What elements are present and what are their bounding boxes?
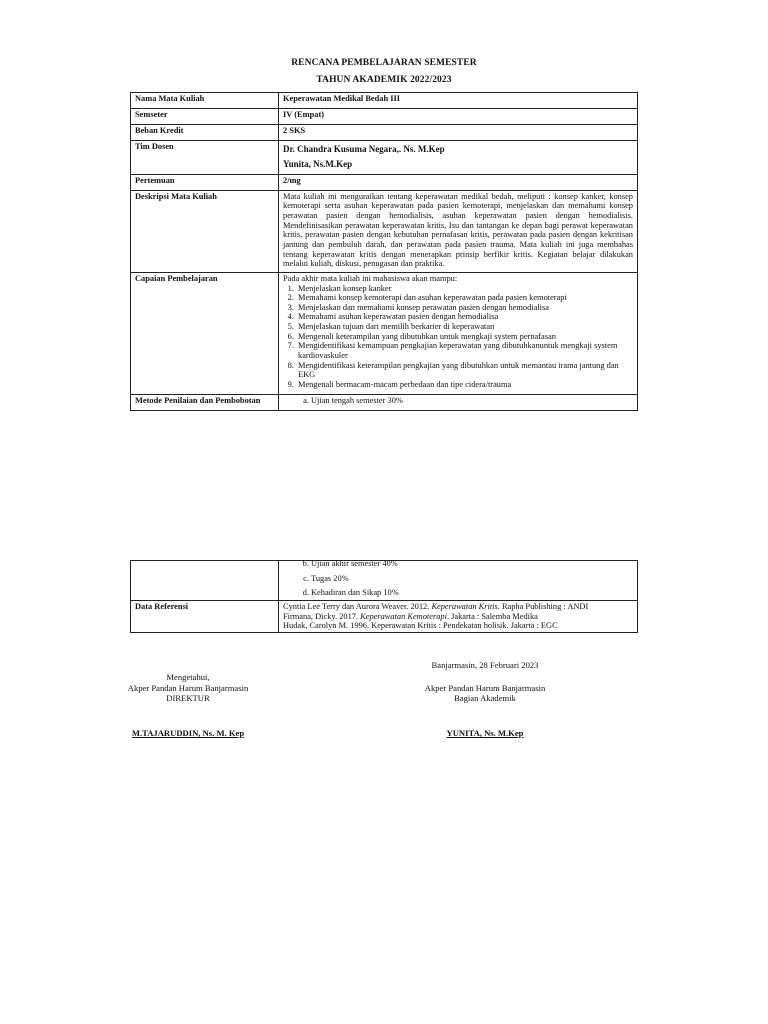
course-name: Keperawatan Medikal Bedah III <box>279 93 638 109</box>
row-label: Deskripsi Mata Kuliah <box>131 190 279 272</box>
outcomes-intro: Pada akhir mata kuliah ini mahasiswa akan mampu: <box>283 273 458 283</box>
list-item: 8. Mengidentifikasi keterampilan pengkajian yang dibutuhkan untuk memantau irama jantung dan EKG <box>296 361 633 380</box>
list-item: 3. Menjelaskan dan memahami konsep perawatan pasien dengan hemodialisa <box>296 303 633 313</box>
course-description: Mata kuliah ini menguraikan tentang keperawatan medikal bedah, meliputi : konsep kanker, konsep kemoterapi serta asuhan keperawatan pada pasien kemoterapi, menjelaskan dan memahami konsep perawatan pasien dengan hemodialisis, asuhan keperawatan pasien dengan hemodialisis. Mendefinisasikan perawatan keperawatan kritis, Isu dan tantangan ke depan bagi perawat keperawatan kritis, perawatan pasien dengan kebutuhan pernafasan kritis, perawatan pada pasien dengan kekritisan jantung dan pembuluh darah, dan perawatan pada pasien trauma. Mata kuliah ini juga membahas tentang keperawatan kritis dengan menerapkan prinsip berfikir kritis. Kegiatan belajar dilakukan melalui kuliah, diskusi, penugasan dan praktika. <box>279 190 638 272</box>
signatory-name: YUNITA, Ns. M.Kep <box>446 728 524 739</box>
position-title: Bagian Akademik <box>454 693 516 704</box>
list-item: 2. Memahami konsep kemoterapi dan asuhan keperawatan pada pasien kemoterapi <box>296 293 633 303</box>
list-item: 1. Menjelaskan konsep kanker <box>296 284 633 294</box>
table-row <box>131 561 638 601</box>
document-subtitle: TAHUN AKADEMIK 2022/2023 <box>316 75 452 85</box>
assessment-methods-continued <box>279 561 638 601</box>
row-label: Tim Dosen <box>131 141 279 175</box>
table-row <box>131 600 638 632</box>
signatory-name: M.TAJARUDDIN, Ns. M. Kep <box>131 728 245 739</box>
list-item: c. Tugas 20% <box>311 574 633 584</box>
table-row <box>131 394 638 410</box>
table-row <box>131 141 638 175</box>
row-label: Data Referensi <box>131 600 279 632</box>
list-item: d. Kehadiran dan Sikap 10% <box>311 588 633 598</box>
institution-name: Akper Pandan Harum Banjarmasin <box>424 682 546 693</box>
signature-block-right <box>385 660 585 739</box>
references <box>279 600 638 632</box>
reference-3: Hudak, Carolyn M. 1996. Keperawatan Kritis : Pendekatan holisik. Jakarta : EGC <box>283 621 558 631</box>
assessment-methods <box>279 394 638 410</box>
row-label: Metode Penilaian dan Pembobotan <box>131 394 279 410</box>
outcomes-list <box>283 284 633 390</box>
list-item: 5. Menjelaskan tujuan dari memilih berkarier di keperawatan <box>296 322 633 332</box>
signature-block-left <box>88 672 288 739</box>
assessment-list <box>283 559 633 598</box>
row-label: Capaian Pembelajaran <box>131 272 279 394</box>
assessment-list <box>283 396 633 406</box>
rps-table-continued <box>130 560 638 633</box>
reference-1: Cyntia Lee Terry dan Aurora Weaver. 2012. Keperawatan Kritis. Rapha Publishing : ANDI <box>283 601 589 611</box>
reference-2: Firmana, Dicky. 2017. Keperawatan Kemoterapi. Jakarta : Salemba Medika <box>283 611 538 621</box>
lecturer-2: Yunita, Ns.M.Kep <box>283 159 353 170</box>
row-label: Semseter <box>131 109 279 125</box>
row-label-empty <box>131 561 279 601</box>
row-label: Beban Kredit <box>131 125 279 141</box>
list-item: 9. Mengenali bermacam-macam perbedaan dan tipe cidera/trauma <box>296 380 633 390</box>
rps-table <box>130 92 638 411</box>
semester-value: IV (Empat) <box>279 109 638 125</box>
credit-value: 2 SKS <box>279 125 638 141</box>
document-title: RENCANA PEMBELAJARAN SEMESTER <box>291 58 477 68</box>
acknowledged-label: Mengetahui, <box>166 672 210 682</box>
table-row <box>131 174 638 190</box>
lecturer-1: Dr. Chandra Kusuma Negara,. Ns. M.Kep <box>283 144 445 154</box>
lecturer-team <box>279 141 638 175</box>
place-date: Banjarmasin, 28 Februari 2023 <box>431 660 539 670</box>
meeting-value: 2/mg <box>279 174 638 190</box>
table-row <box>131 109 638 125</box>
table-row <box>131 93 638 109</box>
list-item: b. Ujian akhir semester 40% <box>311 559 633 569</box>
list-item: 6. Mengenali keterampilan yang dibutuhkan untuk mengkaji system pernafasan <box>296 332 633 342</box>
table-row <box>131 190 638 272</box>
list-item: 4. Memahami asuhan keperawatan pasien dengan hemodialisa <box>296 312 633 322</box>
institution-name: Akper Pandan Harum Banjarmasin <box>127 682 249 693</box>
row-label: Nama Mata Kuliah <box>131 93 279 109</box>
position-title: DIREKTUR <box>166 693 210 704</box>
list-item: 7. Mengidentifikasi kemampuan pengkajian keperawatan yang dibutuhkanuntuk mengkaji system kardiovaskuler <box>296 341 633 360</box>
row-label: Pertemuan <box>131 174 279 190</box>
list-item: a. Ujian tengah semester 30% <box>311 396 633 406</box>
table-row <box>131 125 638 141</box>
table-row <box>131 272 638 394</box>
learning-outcomes <box>279 272 638 394</box>
